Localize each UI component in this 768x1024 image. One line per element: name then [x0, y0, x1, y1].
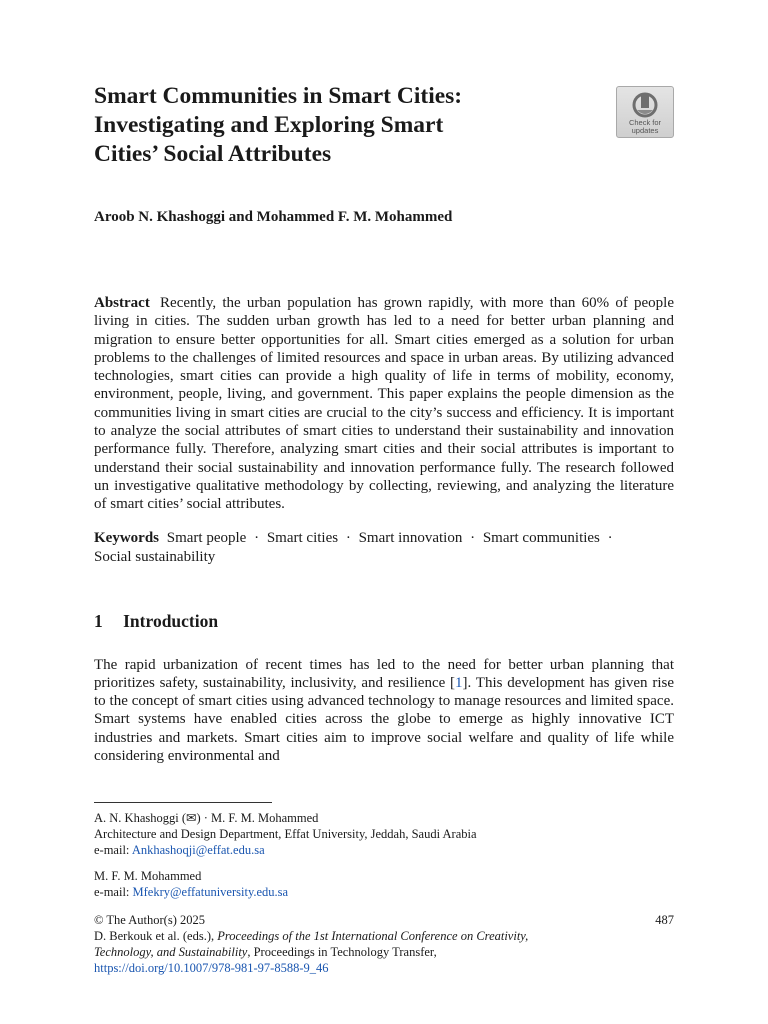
keywords: [94, 529, 674, 567]
citation-line: [94, 928, 674, 944]
keyword-separator: ·: [254, 529, 260, 546]
footnotes: [94, 810, 674, 976]
intro-text: ]. This development has given rise to the concept of smart cities using advanced technology to manage resources and limited space. Smart systems have enabled cities across the globe to emerge as highly innovative ICT industries and markets. Smart cities aim to improve social welfare and quality of life while considering environmental and: [94, 674, 674, 765]
doi-row: [94, 960, 674, 976]
email-link[interactable]: Mfekry@effatuniversity.edu.sa: [132, 885, 289, 899]
footnote-affiliation: Architecture and Design Department, Effat University, Jeddah, Saudi Arabia: [94, 827, 477, 841]
citation-link[interactable]: 1: [455, 674, 463, 691]
title-line: Cities’ Social Attributes: [94, 141, 332, 167]
proceedings-title: Proceedings of the 1st International Conference on Creativity,: [217, 929, 529, 943]
citation-suffix: , Proceedings in Technology Transfer,: [247, 945, 437, 959]
section-heading: [94, 611, 674, 632]
title-line: Investigating and Exploring Smart: [94, 112, 444, 138]
intro-text: The rapid urbanization of recent times has led to the need for better urban planning that prioritizes safety, sustainability, inclusivity, and resilience [: [94, 656, 674, 691]
section-title: Introduction: [123, 610, 219, 631]
footnote-email-row: [94, 884, 674, 900]
abstract-label: Abstract: [94, 295, 150, 311]
email-label: e-mail:: [94, 843, 130, 857]
footnote-author2: M. F. M. Mohammed: [94, 869, 202, 883]
keyword: Social sustainability: [94, 548, 216, 565]
copyright-row: [94, 912, 674, 928]
keyword: Smart communities: [482, 529, 600, 546]
title-line: Smart Communities in Smart Cities:: [94, 83, 463, 109]
section-number: 1: [94, 610, 103, 631]
email-label: e-mail:: [94, 885, 130, 899]
keyword-separator: ·: [607, 529, 613, 546]
author-list: Aroob N. Khashoggi and Mohammed F. M. Mohammed: [94, 209, 453, 225]
proceedings-title-cont: Technology, and Sustainability: [94, 945, 248, 959]
footnote-email-row: [94, 842, 674, 858]
page-number: 487: [655, 913, 674, 927]
introduction-paragraph: [94, 656, 674, 766]
citation-prefix: D. Berkouk et al. (eds.),: [94, 929, 218, 943]
doi-link[interactable]: https://doi.org/10.1007/978-981-97-8588-9_46: [94, 961, 329, 975]
keyword: Smart innovation: [358, 529, 463, 546]
keyword-separator: ·: [470, 529, 476, 546]
keywords-label: Keywords: [94, 529, 159, 546]
keyword-separator: ·: [345, 529, 351, 546]
check-for-updates-badge[interactable]: [616, 86, 674, 138]
citation-line: [94, 944, 674, 960]
paper-title: [94, 82, 564, 169]
copyright-text: © The Author(s) 2025: [94, 913, 205, 927]
footnote-authors: A. N. Khashoggi (✉) · M. F. M. Mohammed: [94, 811, 319, 825]
footnote-divider: [94, 802, 272, 803]
title-block: [94, 82, 674, 169]
keyword: Smart cities: [266, 529, 339, 546]
check-for-updates-icon: [632, 92, 658, 118]
badge-label-line2: updates: [631, 126, 659, 135]
abstract-text: Recently, the urban population has grown rapidly, with more than 60% of people living in cities. The sudden urban growth has led to a need for better urban planning and migration to ensure better opportunities for all. Smart cities emerged as a solution for urban problems to the challenges of limited resources and space in urban areas. By utilizing advanced technologies, smart cities can provide a high quality of life in terms of mobility, economy, environment, people, living, and government. This paper explains the people dimension as the communities living in smart cities are crucial to the city’s success and efficiency. It is important to analyze the social attributes of smart cities to understand their sustainability and innovation performance fully. Therefore, analyzing smart cities and their social attributes is important to understand their social sustainability and innovation performance fully. The research followed un investigative qualitative methodology by collecting, reviewing, and analyzing the literature of smart cities’ social attributes.: [94, 295, 674, 513]
badge-label-line1: Check for: [628, 118, 662, 127]
email-link[interactable]: Ankhashoqji@effat.edu.sa: [131, 843, 265, 857]
paper-page: [94, 82, 674, 765]
keyword: Smart people: [166, 529, 247, 546]
abstract: [94, 294, 674, 514]
